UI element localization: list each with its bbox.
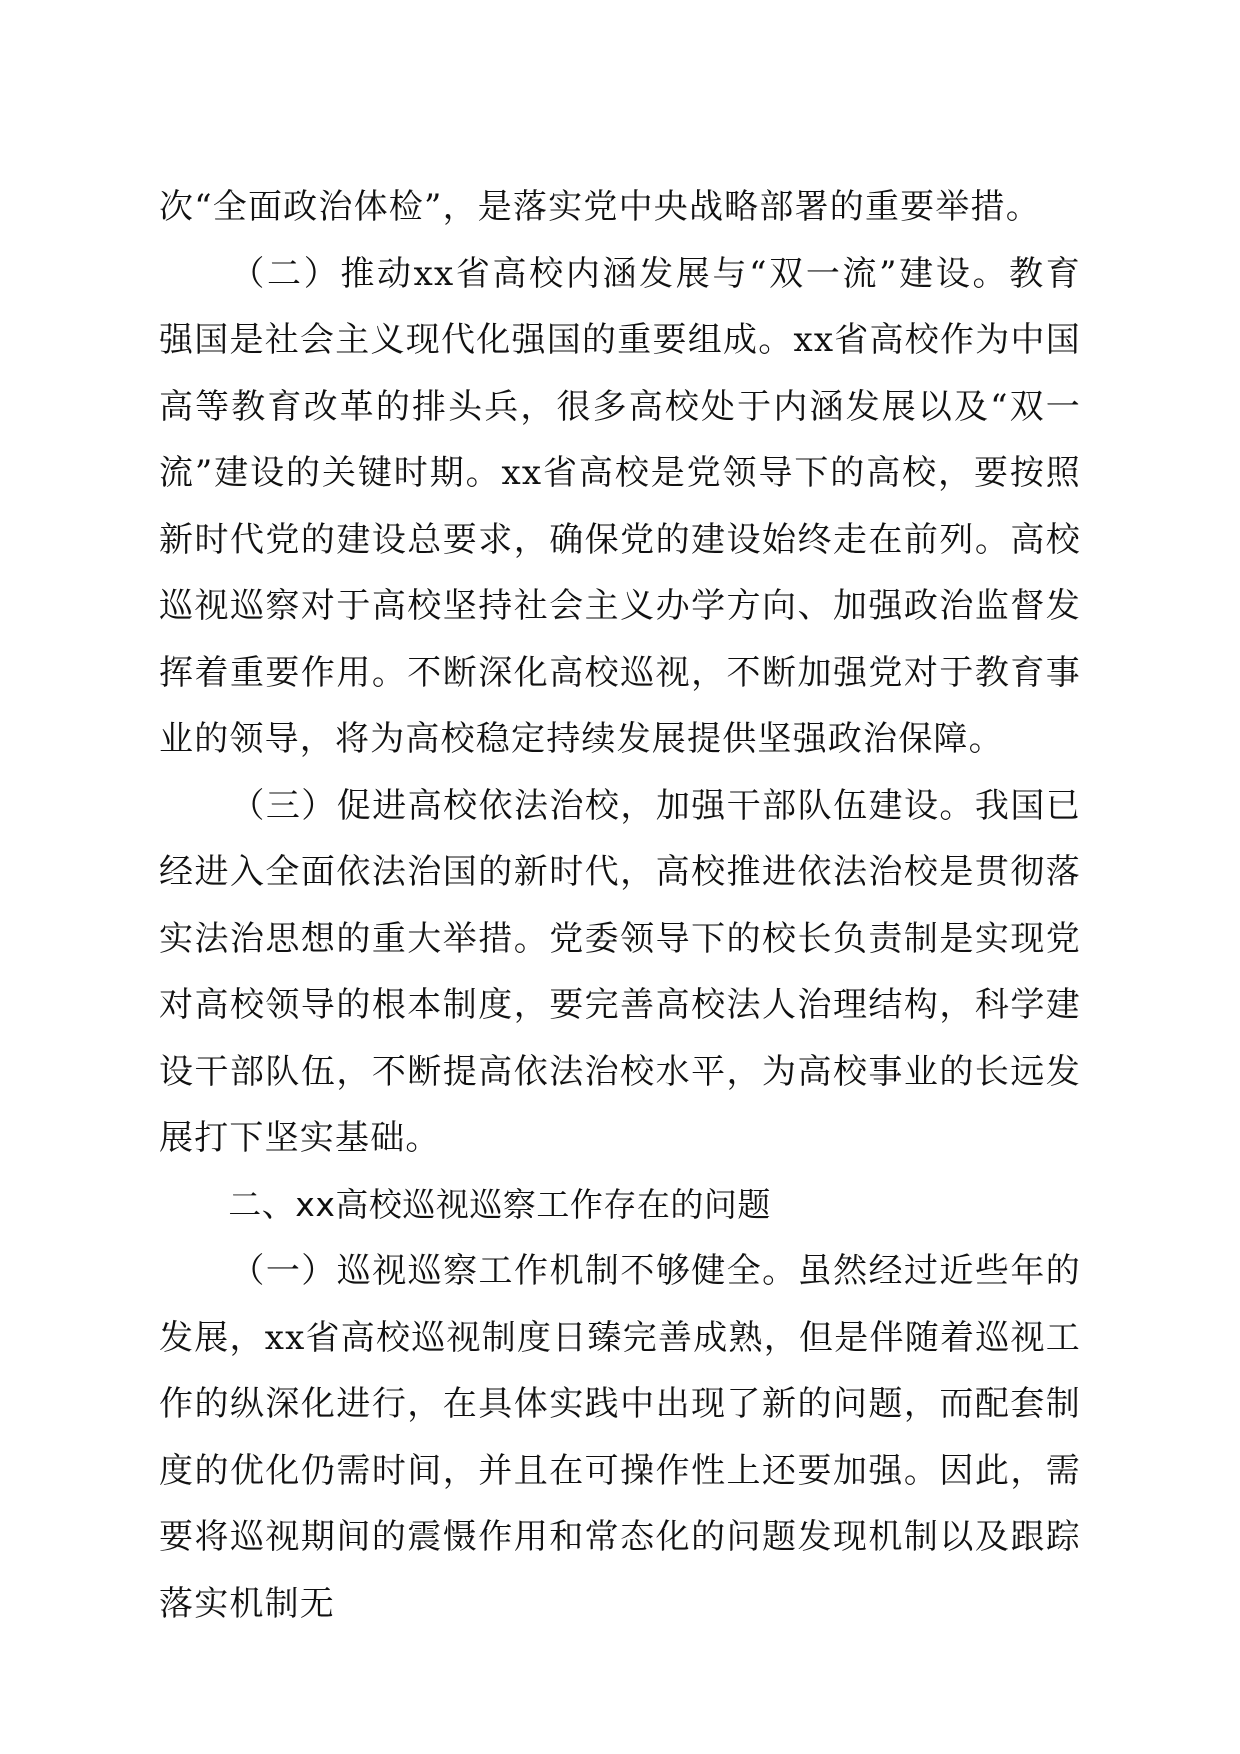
document-body	[159, 174, 1081, 1637]
paragraph-continuation: 次“全面政治体检”，是落实党中央战略部署的重要举措。	[159, 187, 1041, 227]
paragraph-rule-of-law: （三）促进高校依法治校，加强干部队伍建设。我国已经进入全面依法治国的新时代，高校推进依法治校是贯彻落实法治思想的重大举措。党委领导下的校长负责制是实现党对高校领导的根本制度，要完善高校法人治理结构，科学建设干部队伍，不断提高依法治校水平，为高校事业的长远发展打下坚实基础。	[159, 785, 1081, 1158]
paragraph-mechanism-issues: （一）巡视巡察工作机制不够健全。虽然经过近些年的发展，xx省高校巡视制度日臻完善成熟，但是伴随着巡视工作的纵深化进行，在具体实践中出现了新的问题，而配套制度的优化仍需时间，并且在可操作性上还要加强。因此，需要将巡视期间的震慑作用和常态化的问题发现机制以及跟踪落实机制无	[159, 1251, 1081, 1624]
paragraph-promote-development: （二）推动xx省高校内涵发展与“双一流”建设。教育强国是社会主义现代化强国的重要组成。xx省高校作为中国高等教育改革的排头兵，很多高校处于内涵发展以及“双一流”建设的关键时期。xx省高校是党领导下的高校，要按照新时代党的建设总要求，确保党的建设始终走在前列。高校巡视巡察对于高校坚持社会主义办学方向、加强政治监督发挥着重要作用。不断深化高校巡视，不断加强党对于教育事业的领导，将为高校稳定持续发展提供坚强政治保障。	[159, 253, 1081, 759]
section-heading: 二、xx高校巡视巡察工作存在的问题	[228, 1184, 771, 1224]
